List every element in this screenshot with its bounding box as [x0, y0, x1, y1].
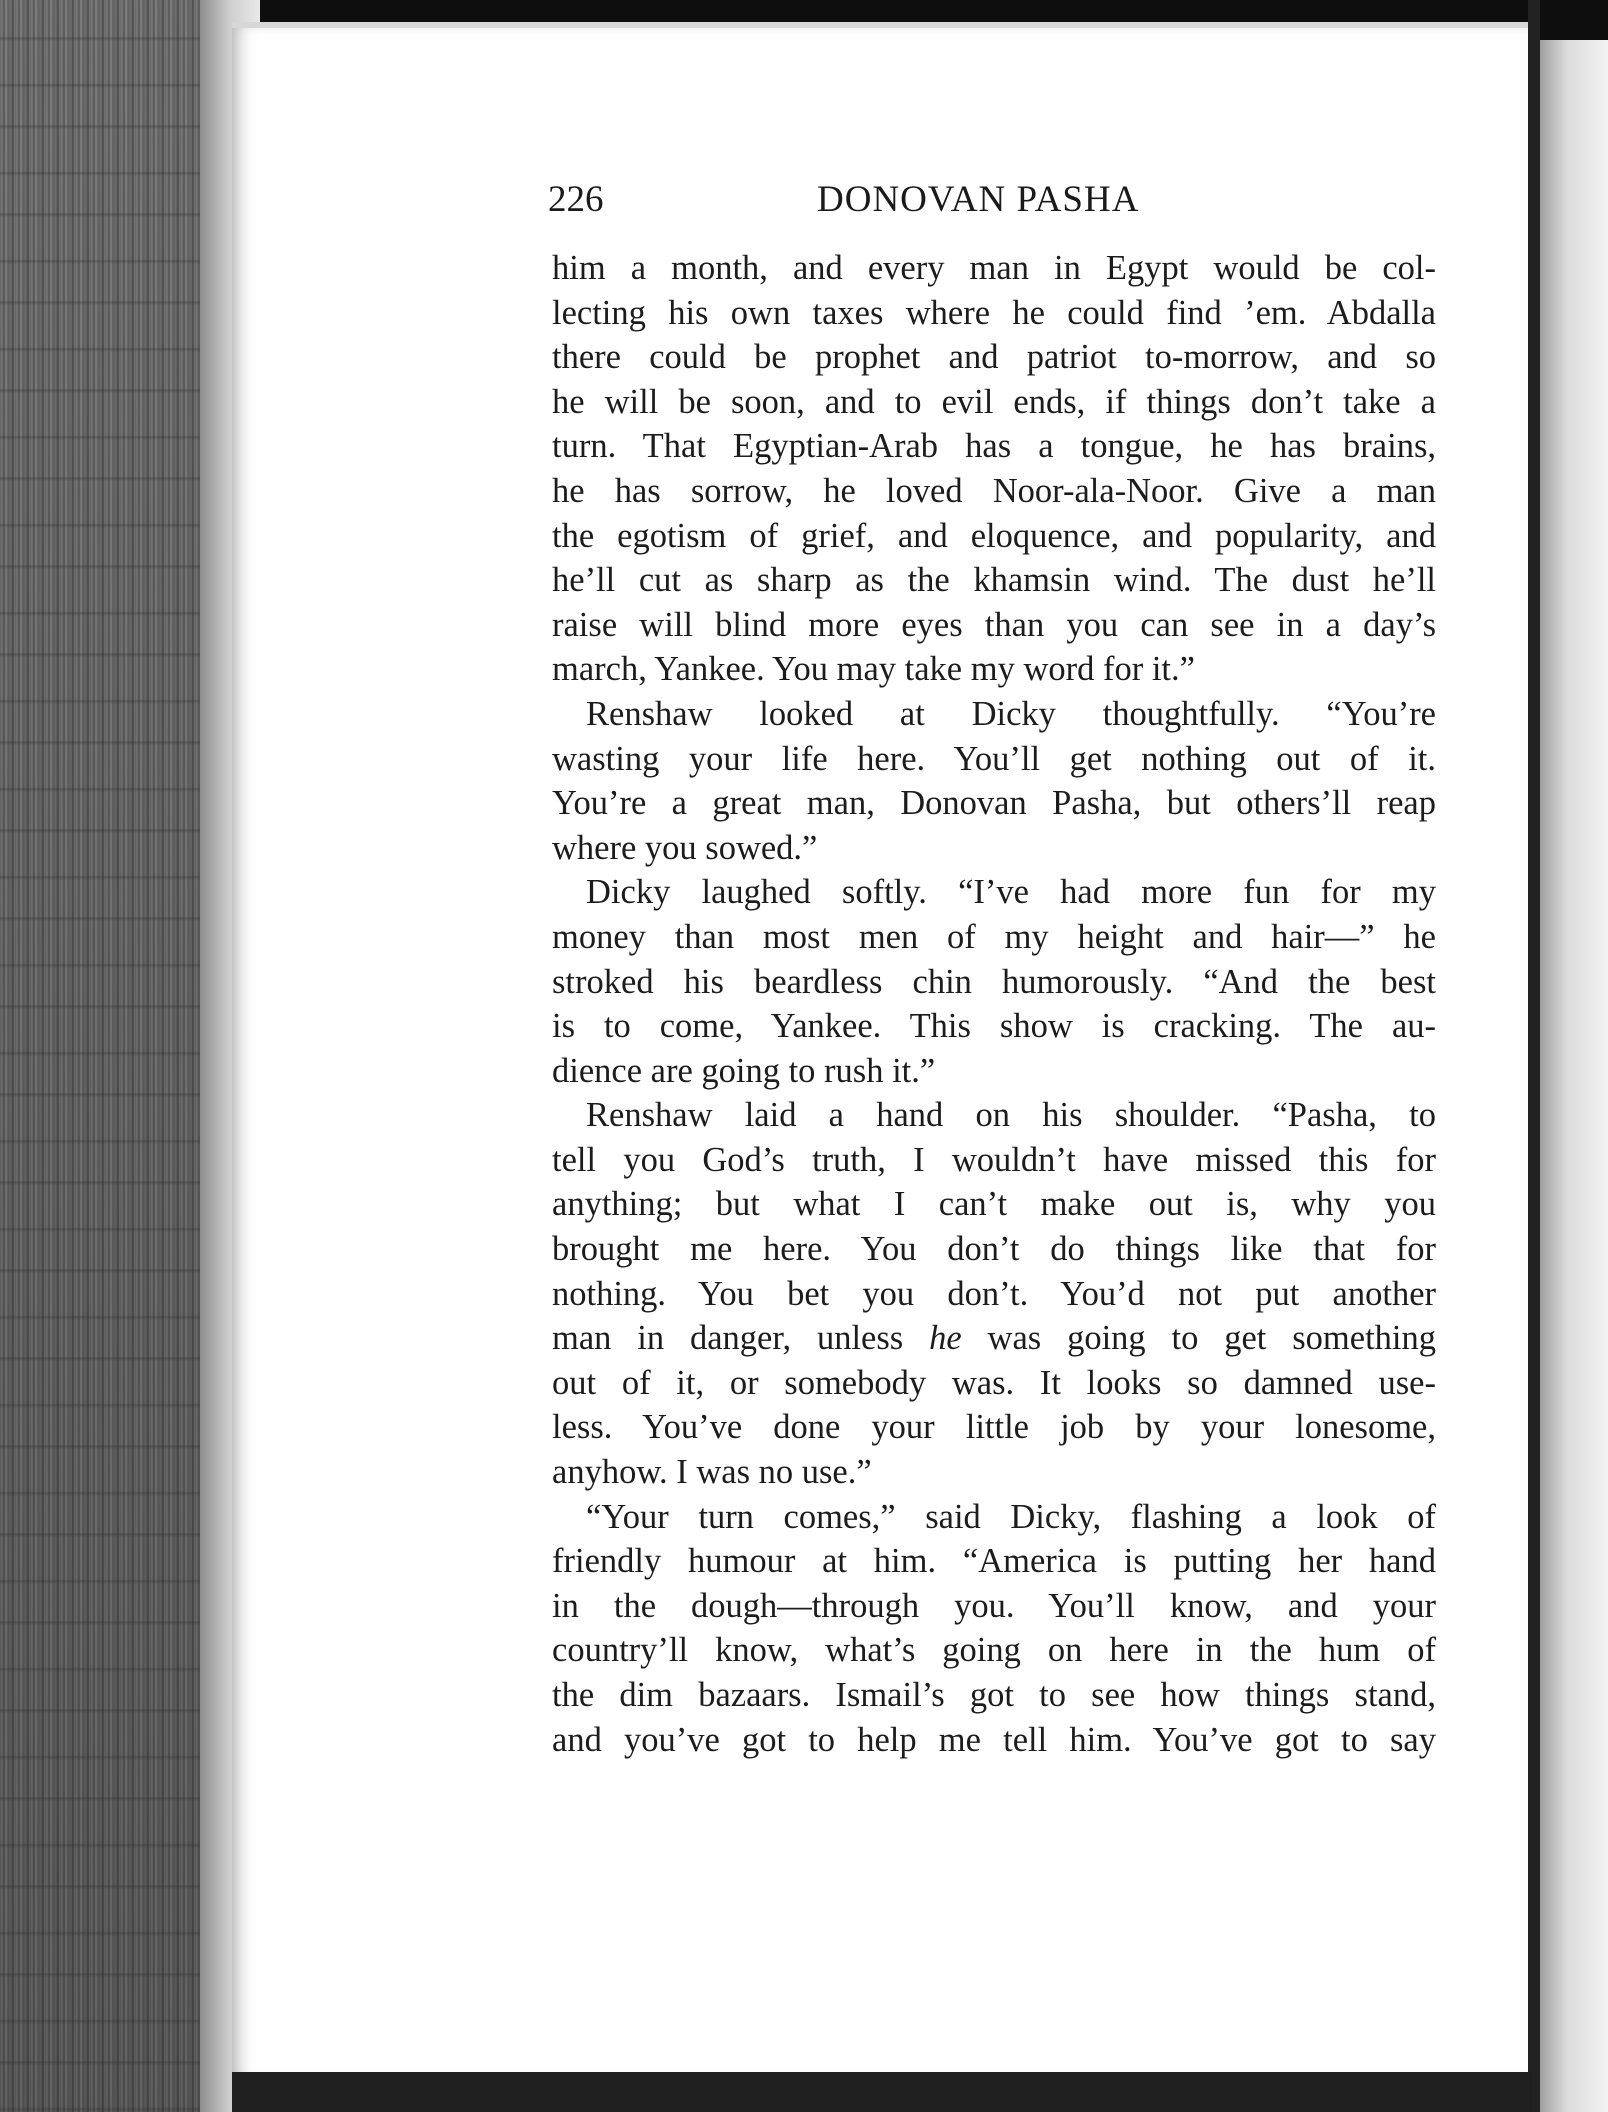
- text-line: money than most men of my height and hair—” he: [552, 917, 1436, 956]
- text-line: anything; but what I can’t make out is, why you: [552, 1185, 1436, 1224]
- text-line: anyhow. I was no use.”: [552, 1453, 872, 1492]
- text-line: and you’ve got to help me tell him. You’ve got to say: [552, 1720, 1436, 1759]
- text-line: turn. That Egyptian-Arab has a tongue, he has brains,: [552, 427, 1436, 466]
- bottom-shadow: [232, 2072, 1532, 2112]
- facing-page-edge: [1540, 40, 1608, 2112]
- text-line: stroked his beardless chin humorously. “And the best: [552, 962, 1436, 1001]
- page-number: 226: [548, 179, 604, 220]
- text-line: brought me here. You don’t do things like that for: [552, 1230, 1436, 1269]
- text-line: “Your turn comes,” said Dicky, flashing a look of: [586, 1497, 1436, 1536]
- text-line: tell you God’s truth, I wouldn’t have missed this for: [552, 1140, 1436, 1179]
- text-line: less. You’ve done your little job by your lonesome,: [552, 1408, 1436, 1447]
- body-text: [552, 246, 1436, 1762]
- text-line: raise will blind more eyes than you can see in a day’s: [552, 605, 1436, 644]
- text-line: nothing. You bet you don’t. You’d not put another: [552, 1274, 1436, 1313]
- text-line: in the dough—through you. You’ll know, and your: [552, 1586, 1436, 1625]
- text-line: march, Yankee. You may take my word for it.”: [552, 650, 1195, 689]
- running-head: DONOVAN PASHA: [817, 179, 1140, 220]
- text-line: lecting his own taxes where he could find ’em. Abdalla: [552, 293, 1436, 332]
- text-line: dience are going to rush it.”: [552, 1051, 936, 1090]
- text-line: him a month, and every man in Egypt would be col-: [552, 249, 1436, 287]
- text-line: the egotism of grief, and eloquence, and popularity, and: [552, 516, 1436, 555]
- text-line: Dicky laughed softly. “I’ve had more fun for my: [586, 873, 1436, 912]
- text-line: Renshaw looked at Dicky thoughtfully. “You’re: [586, 694, 1436, 733]
- text-line: wasting your life here. You’ll get nothing out of it.: [552, 739, 1436, 778]
- text-line: the dim bazaars. Ismail’s got to see how things stand,: [552, 1676, 1436, 1714]
- text-line: friendly humour at him. “America is putting her hand: [552, 1542, 1436, 1581]
- text-line: he has sorrow, he loved Noor-ala-Noor. Give a man: [552, 471, 1436, 510]
- text-line: there could be prophet and patriot to-morrow, and so: [552, 338, 1436, 377]
- text-line: where you sowed.”: [552, 828, 818, 867]
- text-line: Renshaw laid a hand on his shoulder. “Pasha, to: [586, 1096, 1436, 1135]
- spine-edge: [1528, 0, 1540, 2112]
- page-header: [548, 178, 1436, 228]
- text-line: out of it, or somebody was. It looks so damned use-: [552, 1363, 1436, 1402]
- text-line: You’re a great man, Donovan Pasha, but others’ll reap: [552, 784, 1436, 823]
- text-line: man in danger, unless he was going to get something: [552, 1319, 1437, 1358]
- text-line: he will be soon, and to evil ends, if things don’t take a: [552, 382, 1436, 421]
- text-line: country’ll know, what’s going on here in the hum of: [552, 1631, 1436, 1670]
- text-line: he’ll cut as sharp as the khamsin wind. The dust he’ll: [552, 561, 1436, 600]
- emphasized-word: he: [929, 1319, 962, 1358]
- text-line: is to come, Yankee. This show is cracking. The au-: [552, 1007, 1436, 1046]
